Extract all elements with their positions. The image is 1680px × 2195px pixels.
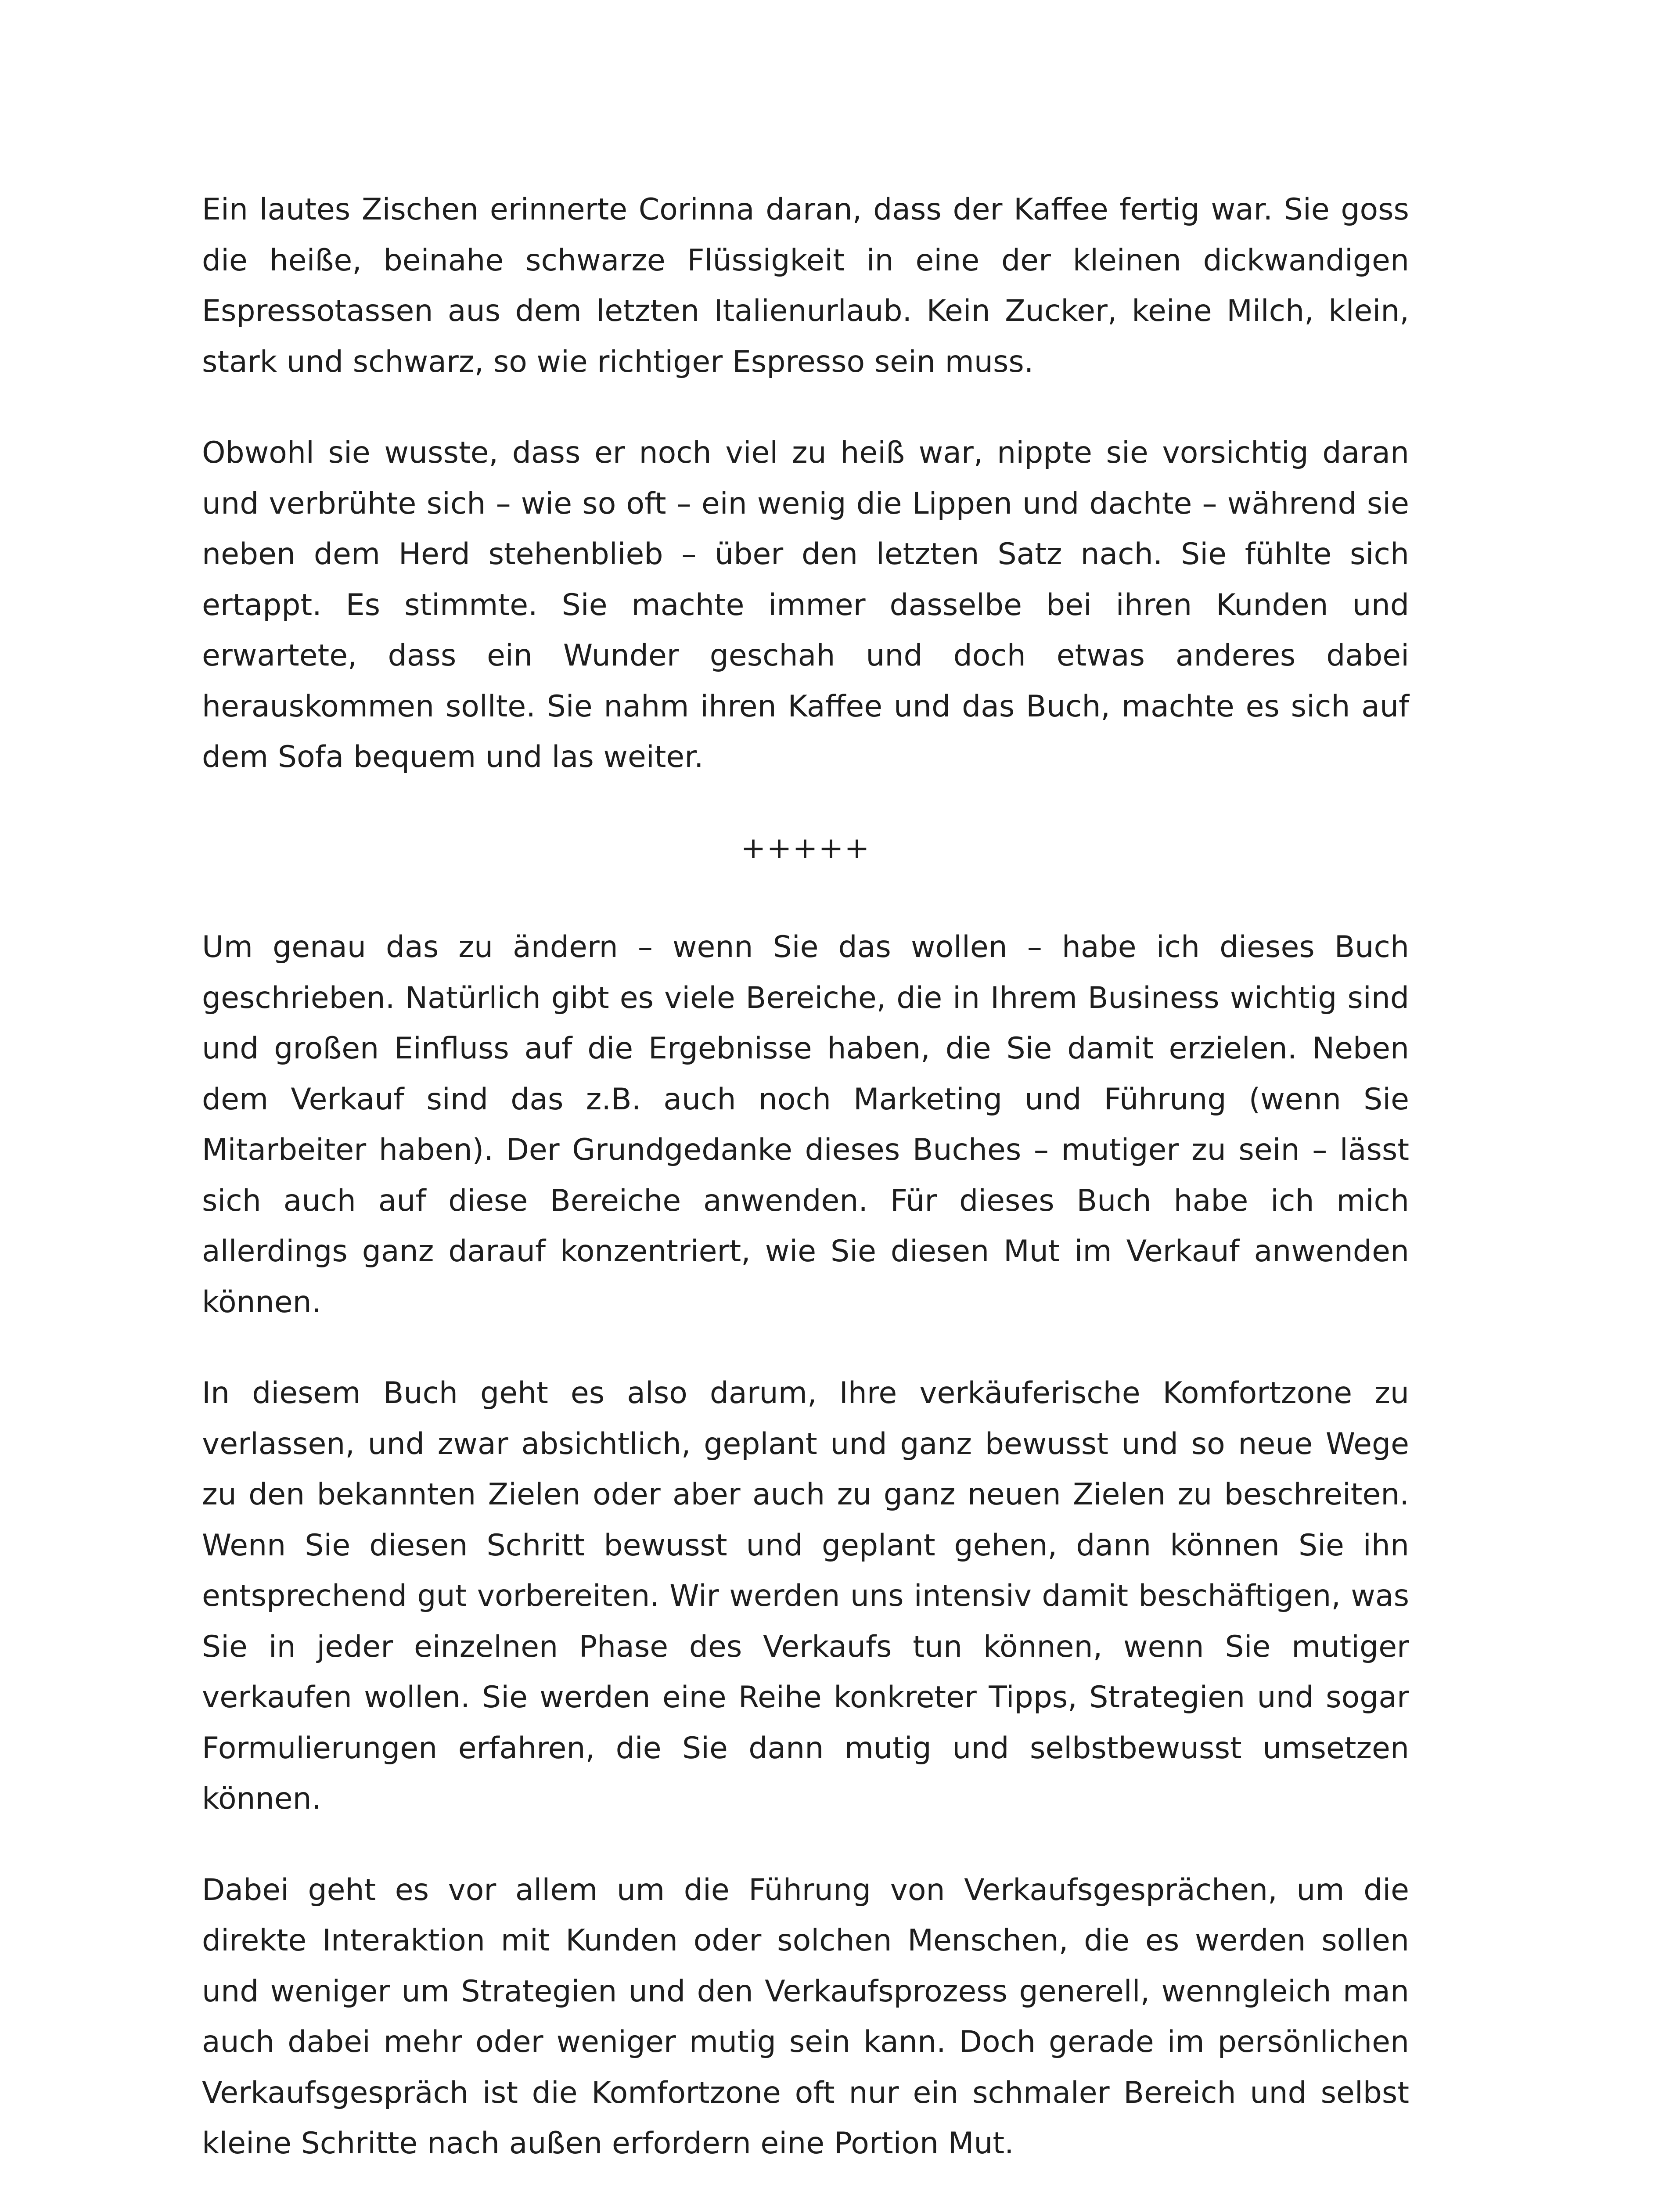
section-divider: +++++ bbox=[741, 831, 871, 866]
paragraph-lips: Obwohl sie wusste, dass er noch viel zu heiß war, nippte sie vorsichtig daran und verbrühte sich – wie so oft – ein wenig die Lippen und dachte – während sie neben dem Herd stehenblieb – über den letzten Satz nach. Sie fühlte sich ertappt. Es stimmte. Sie machte immer dasselbe bei ihren Kunden und erwartete, dass ein Wunder geschah und doch etwas anderes dabei herauskommen sollte. Sie nahm ihren Kaffee und das Buch, machte es sich auf dem Sofa bequem und las weiter. bbox=[202, 435, 1409, 774]
paragraph-sales-talks: Dabei geht es vor allem um die Führung von Verkaufsgesprächen, um die direkte Interaktion mit Kunden oder solchen Menschen, die es werden sollen und weniger um Strategien und den Verkaufsprozess generell, wenngleich man auch dabei mehr oder weniger mutig sein kann. Doch gerade im persönlichen Verkaufsgespräch ist die Komfortzone oft nur ein schmaler Bereich und selbst kleine Schritte nach außen erfordern eine Portion Mut. bbox=[202, 1872, 1409, 2161]
paragraph-purpose: Um genau das zu ändern – wenn Sie das wollen – habe ich dieses Buch geschrieben. Natürlich gibt es viele Bereiche, die in Ihrem Business wichtig sind und großen Einfluss auf die Ergebnisse haben, die Sie damit erzielen. Neben dem Verkauf sind das z.B. auch noch Marketing und Führung (wenn Sie Mitarbeiter haben). Der Grundgedanke dieses Buches – mutiger zu sein – lässt sich auch auf diese Bereiche anwenden. Für dieses Buch habe ich mich allerdings ganz darauf konzentriert, wie Sie diesen Mut im Verkauf anwenden können. bbox=[202, 930, 1409, 1320]
paragraph-comfort-zone: In diesem Buch geht es also darum, Ihre verkäuferische Komfortzone zu verlassen, und zwar absichtlich, geplant und ganz bewusst und so neue Wege zu den bekannten Zielen oder aber auch zu ganz neuen Zielen zu beschreiten. Wenn Sie diesen Schritt bewusst und geplant gehen, dann können Sie ihn entsprechend gut vorbereiten. Wir werden uns intensiv damit beschäftigen, was Sie in jeder einzelnen Phase des Verkaufs tun können, wenn Sie mutiger verkaufen wollen. Sie werden eine Reihe konkreter Tipps, Strategien und sogar Formulierungen erfahren, die Sie dann mutig und selbstbewusst umsetzen können. bbox=[202, 1376, 1409, 1816]
body-text bbox=[202, 184, 1409, 2169]
paragraph-espresso: Ein lautes Zischen erinnerte Corinna daran, dass der Kaffee fertig war. Sie goss die heiße, beinahe schwarze Flüssigkeit in eine der kleinen dickwandigen Espressotassen aus dem letzten Italienurlaub. Kein Zucker, keine Milch, klein, stark und schwarz, so wie richtiger Espresso sein muss. bbox=[202, 192, 1409, 379]
